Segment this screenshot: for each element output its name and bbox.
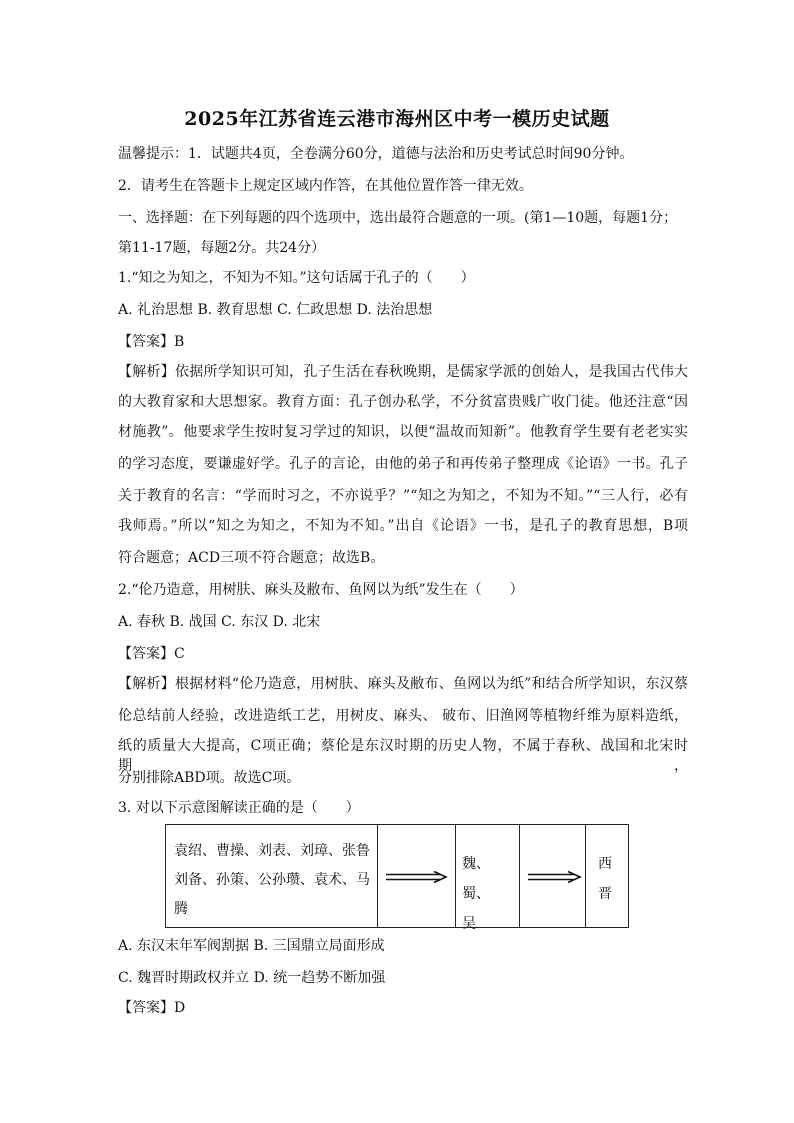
diagram-text: 吴 [462,916,476,932]
question-2-explanation-line: 【解析】根据材料“伦乃造意，用树肤、麻头及敝布、鱼网以为纸”和结合所学知识，东汉蔡 [118,676,688,692]
diagram-arrow-cell-2 [520,825,586,927]
question-2-answer: 【答案】C [118,646,185,662]
section-heading-line-1: 一、选择题：在下列每题的四个选项中，选出最符合题意的一项。(第1—10题，每题1分； [118,210,678,226]
diagram-text: 西 [598,856,612,872]
diagram-text: 晋 [598,886,612,902]
question-1-options: A. 礼治思想 B. 教育思想 C. 仁政思想 D. 法治思想 [118,302,433,318]
page-title: 2025年江苏省连云港市海州区中考一模历史试题 [184,108,610,130]
question-1-explanation-line: 【解析】依据所学知识可知，孔子生活在春秋晚期，是儒家学派的创始人，是我国古代伟大 [118,364,688,380]
question-2-explanation-line: 分别排除ABD项。故选C项。 [118,770,301,786]
question-1-explanation-line: 符合题意；ACD三项不符合题意；故选B。 [118,550,385,566]
question-1-stem: 1.“知之为知之，不知为不知。”这句话属于孔子的（ ） [118,270,475,286]
diagram-arrow-cell-1 [378,825,456,927]
double-arrow-right-icon [526,871,584,883]
question-2-stem: 2.“伦乃造意，用树肤、麻头及敝布、鱼网以为纸”发生在（ ） [118,582,524,598]
question-2-explanation-line: 伦总结前人经验，改进造纸工艺，用树皮、麻头、 破布、旧渔网等植物纤维为原料造纸， [118,708,688,724]
double-arrow-right-icon [384,871,450,883]
question-2-options: A. 春秋 B. 战国 C. 东汉 D. 北宋 [118,614,321,630]
diagram-box-warlords [166,825,378,927]
question-3-diagram [165,824,629,932]
question-1-explanation-line: 的学习态度，要谦虚好学。孔子的言论，由他的弟子和再传弟子整理成《论语》一书。孔子 [118,456,688,472]
note-line-1: 温馨提示：1．试题共4页，全卷满分60分，道德与法治和历史考试总时间90分钟。 [118,146,634,162]
question-3-stem: 3. 对以下示意图解读正确的是（ ） [118,800,360,816]
question-1-explanation-line: 的大教育家和大思想家。教育方面：孔子创办私学，不分贫富贵贱广收门徒。他还注意“因 [118,394,688,410]
question-1-answer: 【答案】B [118,334,185,350]
diagram-text: 腾 [174,901,188,917]
question-2-explanation-line: 纸的质量大大提高，C项正确；蔡伦是东汉时期的历史人物，不属于春秋、战国和北宋时期， [118,738,688,774]
diagram-box-three-kingdoms [456,825,520,932]
diagram-text: 袁绍、曹操、刘表、刘璋、张鲁 [174,843,370,859]
question-3-options-row-2: C. 魏晋时期政权并立 D. 统一趋势不断加强 [118,970,386,986]
diagram-text: 魏、蜀、 [462,856,490,902]
diagram-text: 刘备、孙策、公孙瓒、袁术、马 [174,872,370,888]
question-1-explanation-line: 我师焉。”所以“知之为知之，不知为不知。”出自《论语》一书，是孔子的教育思想，B项 [118,518,688,534]
section-heading-line-2: 第11-17题，每题2分。共24分） [118,240,326,256]
question-1-explanation-line: 关于教育的名言：“学而时习之，不亦说乎？”“知之为知之，不知为不知。”“三人行，必有 [118,488,688,504]
question-1-explanation-line: 材施教”。他要求学生按时复习学过的知识，以便“温故而知新”。他教育学生要有老老实实 [118,424,688,440]
note-line-2: 2．请考生在答题卡上规定区域内作答，在其他位置作答一律无效。 [118,178,533,194]
question-3-options-row-1: A. 东汉末年军阀割据 B. 三国鼎立局面形成 [118,938,385,954]
diagram-box-western-jin [586,825,628,927]
question-3-answer: 【答案】D [118,1000,186,1016]
